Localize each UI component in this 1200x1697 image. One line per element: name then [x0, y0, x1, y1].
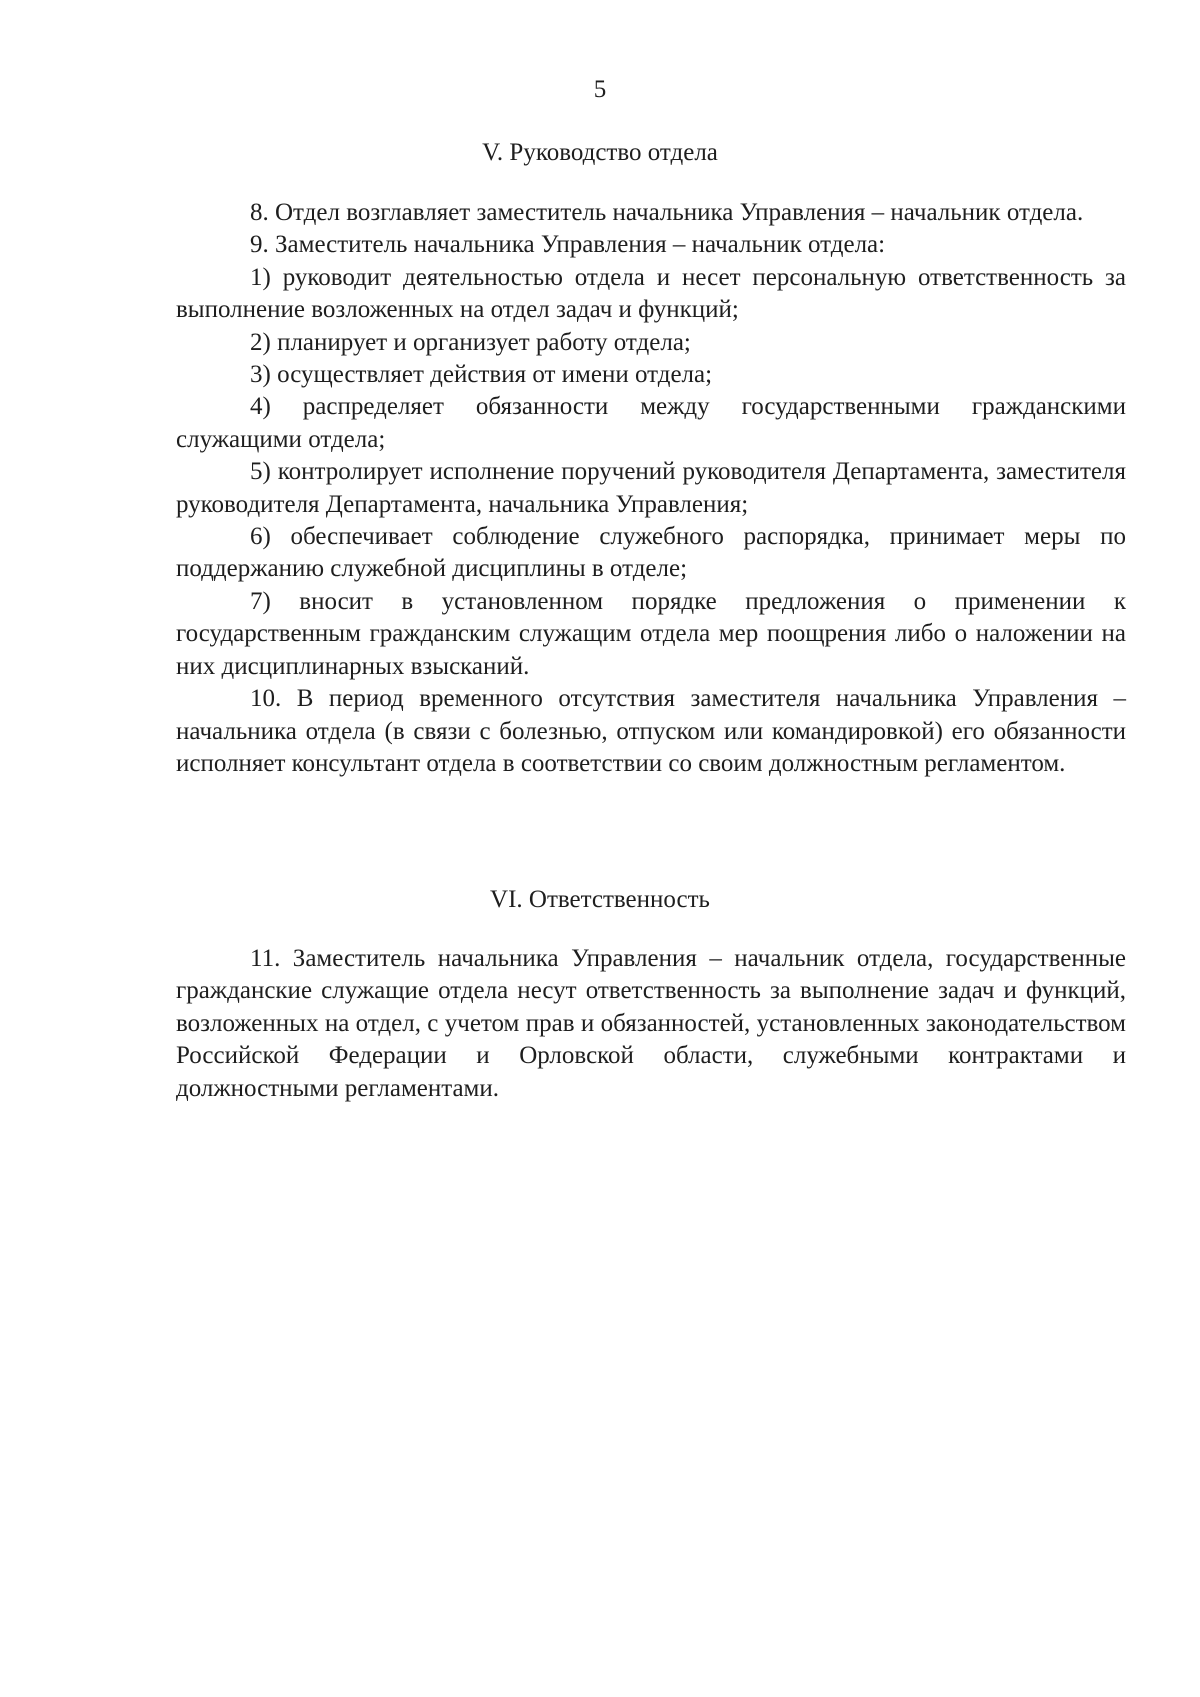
subitem-5: 5) контролирует исполнение поручений руководителя Департамента, заместителя руководителя Департамента, начальника Управления;: [176, 458, 1126, 518]
subitem-2: 2) планирует и организует работу отдела;: [250, 328, 691, 356]
subitem-4: 4) распределяет обязанности между государственными гражданскими служащими отдела;: [176, 393, 1126, 453]
section-title-leadership: V. Руководство отдела: [482, 139, 718, 166]
paragraph-item-9: 9. Заместитель начальника Управления – начальник отдела:: [250, 231, 886, 259]
paragraph-item-8: 8. Отдел возглавляет заместитель начальника Управления – начальник отдела.: [250, 199, 1084, 226]
paragraph-item-10: 10. В период временного отсутствия заместителя начальника Управления – начальника отдела (в связи с болезнью, отпуском или командировкой) его обязанности исполняет консультант отдела в соответствии со своим должностным регламентом.: [176, 685, 1126, 777]
subitem-7: 7) вносит в установленном порядке предложения о применении к государственным гражданским служащим отдела мер поощрения либо о наложении на них дисциплинарных взысканий.: [176, 587, 1126, 680]
subitem-1: 1) руководит деятельностью отдела и несет персональную ответственность за выполнение возложенных на отдел задач и функций;: [176, 263, 1126, 324]
page-number: 5: [593, 76, 607, 103]
section-title-responsibility: VI. Ответственность: [490, 886, 710, 913]
subitem-3: 3) осуществляет действия от имени отдела;: [250, 361, 713, 389]
paragraph-item-11: 11. Заместитель начальника Управления – начальник отдела, государственные гражданские служащие отдела несут ответственность за выполнение задач и функций, возложенных на отдел, с учетом прав и обязанностей, установленных законодательством Российской Федерации и Орловской области, служебными контрактами и должностными регламентами.: [176, 945, 1126, 1102]
section-body-responsibility: [176, 943, 1126, 1105]
section-body-leadership: [176, 197, 1126, 780]
subitem-6: 6) обеспечивает соблюдение служебного распорядка, принимает меры по поддержанию служебной дисциплины в отделе;: [176, 523, 1126, 583]
